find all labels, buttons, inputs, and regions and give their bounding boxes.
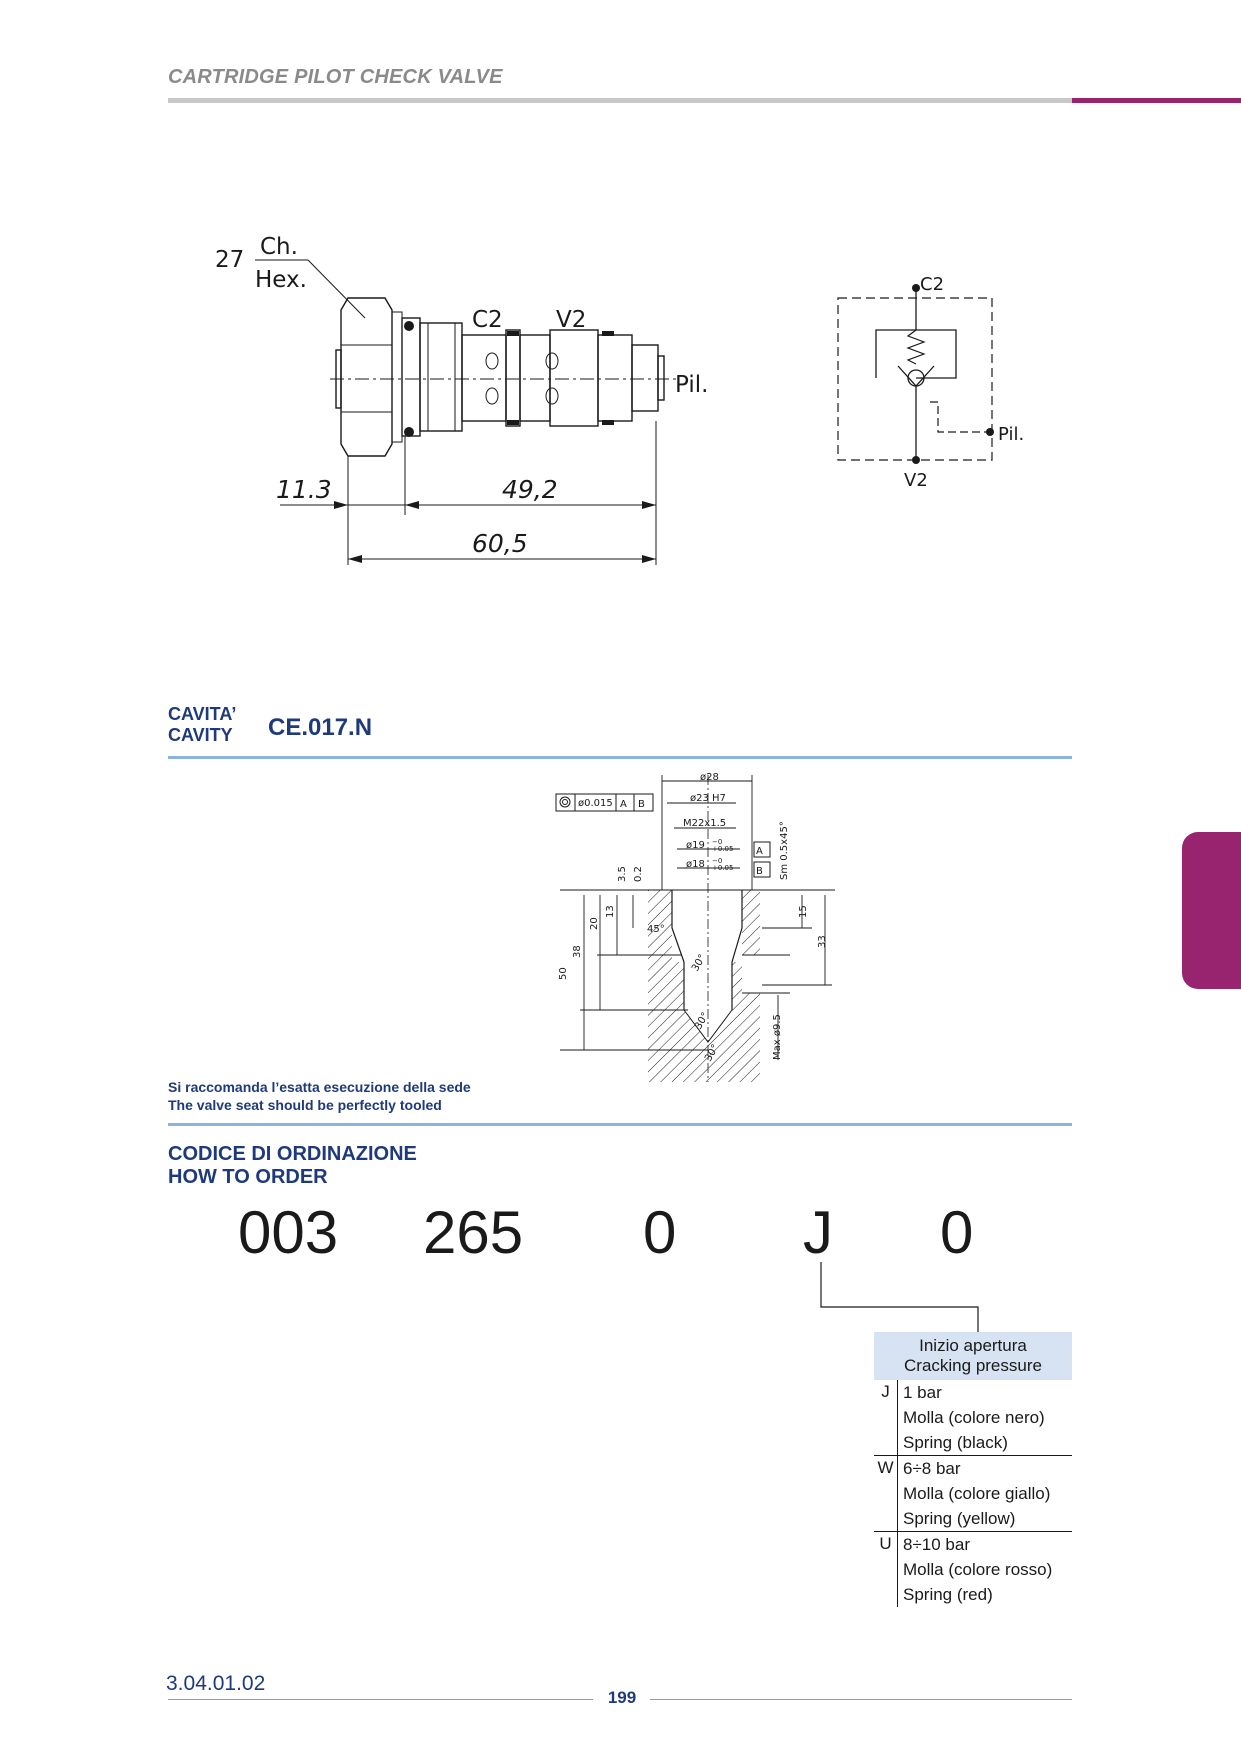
cavity-dim-50: 50 xyxy=(558,967,569,980)
order-heading-en: HOW TO ORDER xyxy=(168,1166,328,1188)
cavity-angle-45: 45° xyxy=(647,924,665,935)
page-number: 199 xyxy=(607,1688,637,1707)
port-pilot-label: Pil. xyxy=(675,372,709,398)
seat-note xyxy=(168,1078,471,1114)
option-spring-it: Molla (colore giallo) xyxy=(903,1484,1051,1503)
cavity-dim-35: 3.5 xyxy=(617,866,628,882)
header-rule xyxy=(168,98,1072,103)
dim-left-label: 11.3 xyxy=(276,475,332,504)
page-header-title: CARTRIDGE PILOT CHECK VALVE xyxy=(168,66,503,88)
symbol-port-pilot: Pil. xyxy=(998,424,1025,445)
cavity-tol-plus-2: +0.05 xyxy=(712,864,734,872)
valve-drawing xyxy=(200,215,740,575)
dim-body-label: 49,2 xyxy=(502,475,558,504)
cavity-tol-plus-1: +0.05 xyxy=(712,845,734,853)
hydraulic-symbol xyxy=(830,265,1025,491)
order-code-part-5: 0 xyxy=(940,1199,974,1266)
cavity-max-d: Max ø9.5 xyxy=(772,1014,783,1060)
cavity-tol-minus-2: −0 xyxy=(712,857,723,865)
cavity-dim-15: 15 xyxy=(798,905,809,918)
option-pressure: 8÷10 bar xyxy=(903,1535,970,1554)
order-code-part-1: 003 xyxy=(238,1199,339,1266)
order-code-part-4: J xyxy=(803,1199,833,1266)
cavity-tol-minus-1: −0 xyxy=(712,838,723,846)
cavity-angle-30-a: 30° xyxy=(690,952,709,974)
option-key: W xyxy=(874,1456,898,1531)
cracking-pressure-header-it: Inizio apertura xyxy=(919,1336,1027,1355)
option-pressure: 1 bar xyxy=(903,1383,942,1402)
seat-note-it: Si raccomanda l’esatta esecuzione della sede xyxy=(168,1079,471,1095)
order-heading xyxy=(168,1143,417,1189)
spring-icon xyxy=(908,330,924,364)
option-spring-en: Spring (black) xyxy=(903,1433,1008,1452)
cavity-dim-38: 38 xyxy=(572,945,583,958)
cracking-pressure-header xyxy=(874,1332,1072,1380)
option-row[interactable] xyxy=(874,1380,1072,1456)
o-ring-icon xyxy=(404,321,414,331)
seat-note-en: The valve seat should be perfectly tooled xyxy=(168,1097,442,1113)
header-rule-accent xyxy=(1072,98,1241,103)
cavity-d19: ø19 xyxy=(686,840,705,851)
cracking-pressure-header-en: Cracking pressure xyxy=(904,1356,1042,1375)
cavity-thread: M22x1.5 xyxy=(683,818,727,829)
cavity-drawing xyxy=(550,768,840,1083)
option-pressure: 6÷8 bar xyxy=(903,1459,961,1478)
section-side-tab[interactable] xyxy=(1182,832,1241,989)
cavity-d18: ø18 xyxy=(686,859,705,870)
cavity-dim-13: 13 xyxy=(605,905,616,918)
option-spring-en: Spring (yellow) xyxy=(903,1509,1016,1528)
option-row[interactable] xyxy=(874,1532,1072,1607)
cavity-angle-30-b: 30° xyxy=(693,1010,712,1032)
hex-leader-d xyxy=(308,260,365,318)
order-heading-it: CODICE DI ORDINAZIONE xyxy=(168,1143,417,1165)
cavity-heading-it: CAVITA’ xyxy=(168,704,237,724)
cavity-datum-b-box: B xyxy=(756,866,763,877)
order-code-part-3: 0 xyxy=(643,1199,677,1266)
cavity-rule xyxy=(168,756,1072,759)
hex-ch-label: Ch. xyxy=(260,234,298,260)
cavity-heading xyxy=(168,704,236,746)
cavity-datum-a-box: A xyxy=(756,846,763,857)
order-rule xyxy=(168,1123,1072,1126)
cavity-d28: ø28 xyxy=(700,772,719,783)
symbol-port-v2: V2 xyxy=(904,470,928,491)
cavity-dim-33: 33 xyxy=(817,935,828,948)
port-c2-label: C2 xyxy=(472,307,503,333)
cavity-d23: ø23 H7 xyxy=(690,793,726,804)
footer-rule-left xyxy=(168,1699,593,1700)
footer-rule-right xyxy=(650,1699,1072,1700)
cavity-code: CE.017.N xyxy=(268,714,373,741)
port-v2-label: V2 xyxy=(556,307,587,333)
option-spring-it: Molla (colore rosso) xyxy=(903,1560,1053,1579)
footer-section-code: 3.04.01.02 xyxy=(166,1672,266,1695)
option-spring-en: Spring (red) xyxy=(903,1585,993,1604)
symbol-port-c2: C2 xyxy=(920,274,945,295)
dim-total-label: 60,5 xyxy=(472,529,528,558)
option-spring-it: Molla (colore nero) xyxy=(903,1408,1045,1427)
cavity-angle-30-c: 30° xyxy=(703,1042,722,1064)
cracking-pressure-table xyxy=(874,1332,1072,1607)
option-row[interactable] xyxy=(874,1456,1072,1532)
hex-label: Hex. xyxy=(255,267,307,293)
cavity-tolerance: ø0.015 xyxy=(578,798,613,809)
hex-nut xyxy=(341,298,392,456)
option-key: U xyxy=(874,1532,898,1607)
cavity-datum-b: B xyxy=(638,799,645,810)
hex-size-label: 27 xyxy=(215,247,245,273)
cavity-chamfer: Sm 0.5x45° xyxy=(779,821,790,880)
option-connector xyxy=(815,1262,985,1334)
option-key: J xyxy=(874,1380,898,1455)
cavity-dim-02: 0.2 xyxy=(633,866,644,882)
order-code-part-2: 265 xyxy=(423,1199,524,1266)
cavity-datum-a: A xyxy=(620,799,627,810)
cavity-heading-en: CAVITY xyxy=(168,725,233,745)
cavity-dim-20: 20 xyxy=(589,917,600,930)
